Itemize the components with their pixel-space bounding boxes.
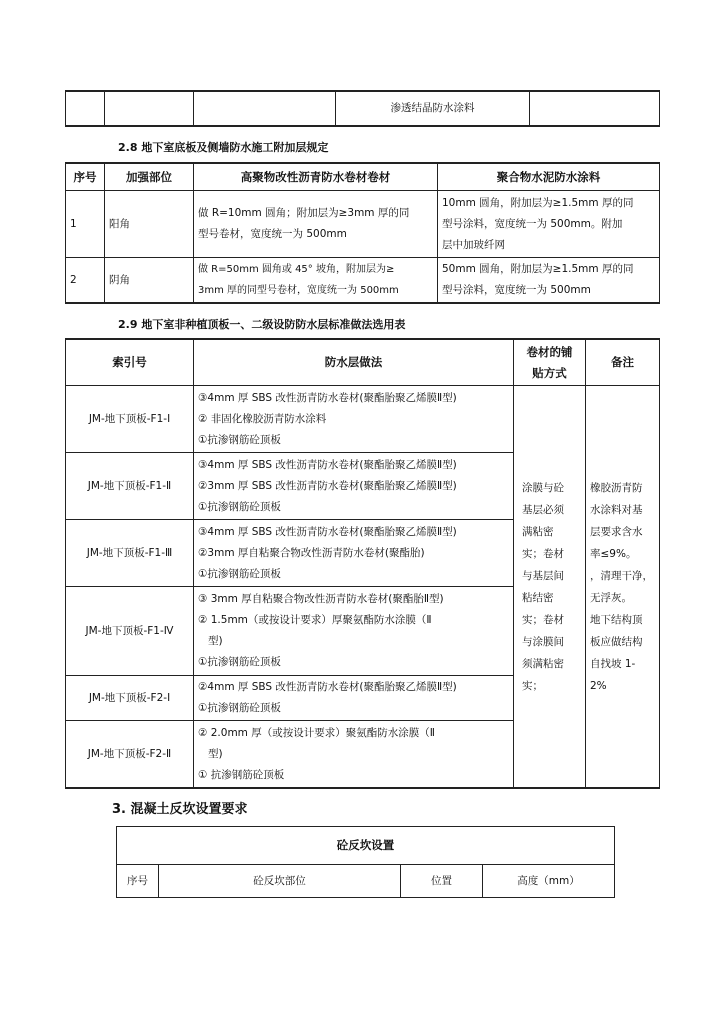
table-cell — [105, 91, 194, 126]
row-no: 2 — [66, 258, 105, 304]
laying-method-cell — [514, 386, 586, 789]
row-index: JM-地下顶板-F1-Ⅳ — [66, 587, 194, 676]
row-index: JM-地下顶板-F2-Ⅰ — [66, 676, 194, 721]
header-remark: 备注 — [586, 339, 660, 386]
text-line: 满粘密 — [522, 525, 554, 538]
text-line: ①抗渗钢筋砼顶板 — [198, 567, 281, 580]
text-line: 自找坡 1- — [590, 657, 636, 670]
text-line: ③4mm 厚 SBS 改性沥青防水卷材(聚酯胎聚乙烯膜Ⅱ型) — [198, 525, 457, 538]
text-line: 层中加玻纤网 — [442, 238, 505, 251]
header-height: 高度（mm） — [483, 865, 615, 898]
row-membrane — [194, 258, 438, 304]
text-line: ，清理干净， — [590, 569, 653, 582]
header-part: 砼反坎部位 — [159, 865, 401, 898]
remark-cell — [586, 386, 660, 789]
text-line: ① 抗渗钢筋砼顶板 — [198, 768, 285, 781]
text-line: 水涂料对基 — [590, 503, 643, 516]
row-method — [194, 721, 514, 789]
text-line: 率≤9%。 — [590, 547, 637, 560]
text-line: 粘结密 — [522, 591, 554, 604]
section-2-8-table — [65, 162, 660, 304]
text-line: 与涂膜间 — [522, 635, 564, 648]
table-title: 砼反坎设置 — [117, 827, 615, 865]
text-line: 涂膜与砼 — [522, 481, 564, 494]
text-line: ①抗渗钢筋砼顶板 — [198, 656, 281, 668]
row-part: 阴角 — [105, 258, 194, 304]
table-header-row — [66, 339, 660, 386]
row-index: JM-地下顶板-F1-Ⅱ — [66, 453, 194, 520]
text-line: 实； — [522, 679, 543, 692]
text-line: 做 R=10mm 圆角；附加层为≥3mm 厚的同 — [198, 207, 410, 219]
table-cell — [66, 91, 105, 126]
text-line: ①抗渗钢筋砼顶板 — [198, 433, 281, 446]
table-row — [66, 258, 660, 304]
row-coating — [438, 258, 660, 304]
text-line: 地下结构顶 — [590, 613, 643, 626]
row-part: 阳角 — [105, 191, 194, 258]
text-line: 10mm 圆角，附加层为≥1.5mm 厚的同 — [442, 196, 634, 209]
section-2-9-title: 2.9 地下室非种植顶板一、二级设防防水层标准做法选用表 — [118, 318, 406, 331]
header-method: 防水层做法 — [194, 339, 514, 386]
text-line: 实；卷材 — [522, 547, 564, 560]
text-line: 层要求含水 — [590, 525, 643, 538]
table-row — [66, 91, 660, 126]
section-3-title: 3. 混凝土反坎设置要求 — [112, 802, 248, 817]
header-no: 序号 — [66, 163, 105, 191]
header-position: 位置 — [401, 865, 483, 898]
text-line: 卷材的铺 — [526, 344, 573, 359]
top-fragment-table — [65, 90, 660, 127]
table-header-row — [117, 865, 615, 898]
row-coating — [438, 191, 660, 258]
text-line: ①抗渗钢筋砼顶板 — [198, 500, 281, 513]
text-line: 50mm 圆角，附加层为≥1.5mm 厚的同 — [442, 263, 634, 275]
section-2-8-title: 2.8 地下室底板及侧墙防水施工附加层规定 — [118, 141, 329, 154]
text-line: ③ 3mm 厚自粘聚合物改性沥青防水卷材(聚酯胎Ⅱ型) — [198, 593, 444, 605]
header-part: 加强部位 — [105, 163, 194, 191]
row-index: JM-地下顶板-F1-Ⅰ — [66, 386, 194, 453]
row-membrane — [194, 191, 438, 258]
text-line: ③4mm 厚 SBS 改性沥青防水卷材(聚酯胎聚乙烯膜Ⅱ型) — [198, 391, 457, 404]
text-line: ②3mm 厚自粘聚合物改性沥青防水卷材(聚酯胎) — [198, 546, 425, 559]
text-line: 3mm 厚的同型号卷材，宽度统一为 500mm — [198, 285, 399, 296]
header-no: 序号 — [117, 865, 159, 898]
table-row — [66, 386, 660, 453]
table-row — [66, 191, 660, 258]
table-cell: 渗透结晶防水涂料 — [336, 91, 530, 126]
text-line: ②4mm 厚 SBS 改性沥青防水卷材(聚酯胎聚乙烯膜Ⅱ型) — [198, 681, 457, 693]
table-cell — [530, 91, 660, 126]
row-no: 1 — [66, 191, 105, 258]
text-line: ③4mm 厚 SBS 改性沥青防水卷材(聚酯胎聚乙烯膜Ⅱ型) — [198, 458, 457, 471]
row-method — [194, 386, 514, 453]
header-index: 索引号 — [66, 339, 194, 386]
row-method — [194, 676, 514, 721]
text-line: ② 2.0mm 厚（或按设计要求）聚氨酯防水涂膜（Ⅱ — [198, 726, 435, 739]
section-3-table — [116, 826, 615, 898]
text-line: ② 1.5mm（或按设计要求）厚聚氨酯防水涂膜（Ⅱ — [198, 614, 432, 626]
text-line: 2% — [590, 679, 607, 692]
section-2-9-table — [65, 338, 660, 789]
row-method — [194, 520, 514, 587]
table-cell — [194, 91, 336, 126]
header-coating: 聚合物水泥防水涂料 — [438, 163, 660, 191]
row-index: JM-地下顶板-F2-Ⅱ — [66, 721, 194, 789]
text-line: 型) — [198, 747, 223, 760]
text-line: 型号涂料，宽度统一为 500mm — [442, 284, 591, 296]
text-line: 无浮灰。 — [590, 591, 632, 604]
header-laying — [514, 339, 586, 386]
text-line: 型号卷材，宽度统一为 500mm — [198, 228, 347, 240]
header-membrane: 高聚物改性沥青防水卷材卷材 — [194, 163, 438, 191]
text-line: ②3mm 厚 SBS 改性沥青防水卷材(聚酯胎聚乙烯膜Ⅱ型) — [198, 479, 457, 492]
text-line: 基层必须 — [522, 503, 564, 516]
text-line: 做 R=50mm 圆角或 45° 坡角，附加层为≥ — [198, 264, 395, 275]
text-line: 实；卷材 — [522, 613, 564, 626]
table-header-row — [117, 827, 615, 865]
text-line: 须满粘密 — [522, 657, 564, 670]
text-line: 贴方式 — [532, 365, 567, 380]
text-line: ①抗渗钢筋砼顶板 — [198, 702, 281, 714]
row-method — [194, 453, 514, 520]
text-line: 型号涂料，宽度统一为 500mm。附加 — [442, 217, 623, 230]
text-line: 型) — [198, 635, 223, 647]
row-index: JM-地下顶板-F1-Ⅲ — [66, 520, 194, 587]
text-line: 与基层间 — [522, 569, 564, 582]
table-header-row — [66, 163, 660, 191]
text-line: 橡胶沥青防 — [590, 481, 643, 494]
text-line: 板应做结构 — [590, 635, 643, 648]
row-method — [194, 587, 514, 676]
text-line: ② 非固化橡胶沥青防水涂料 — [198, 412, 327, 425]
